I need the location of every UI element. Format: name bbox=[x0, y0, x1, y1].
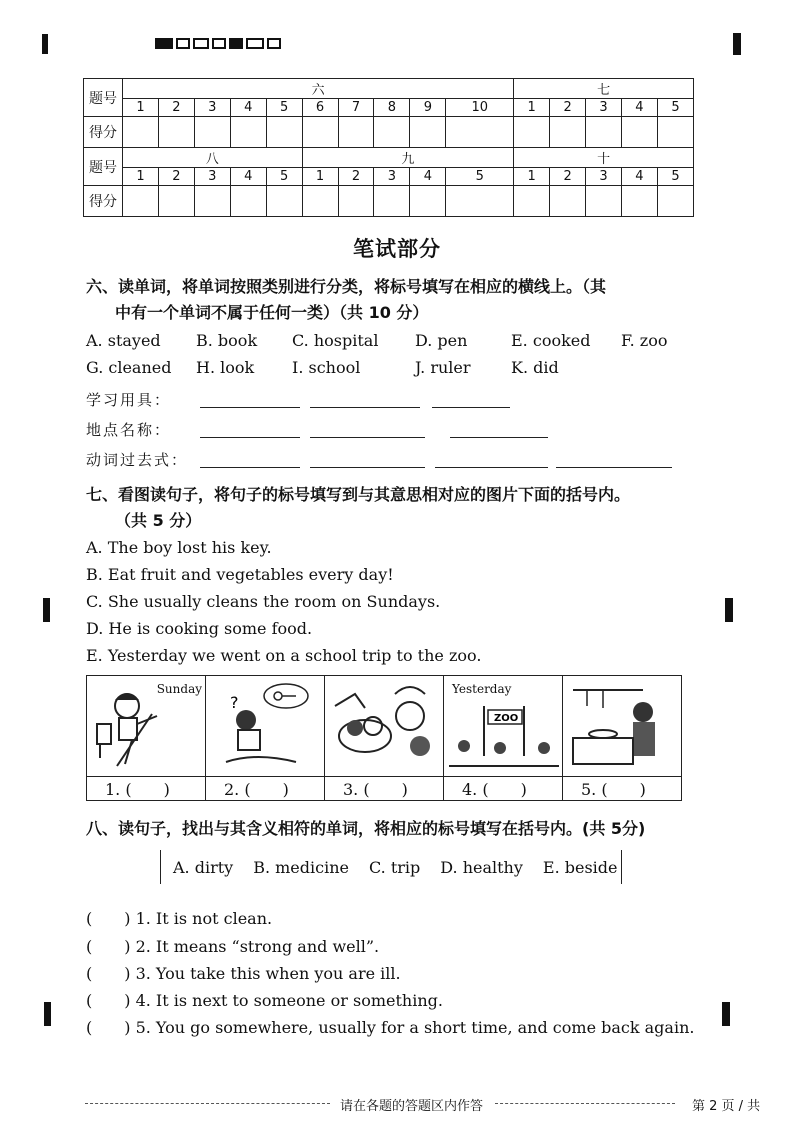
question-number: 5 bbox=[266, 168, 302, 186]
section-header: 八 bbox=[123, 148, 303, 168]
defen-label: 得分 bbox=[84, 117, 123, 148]
q8-title: 八、读句子，找出与其含义相符的单词，将相应的标号填写在括号内。(共 5分) bbox=[86, 819, 646, 838]
q6-line2: 中有一个单词不属于任何一类）（共 10 分） bbox=[115, 303, 429, 322]
question-number: 3 bbox=[194, 99, 230, 117]
score-cell[interactable] bbox=[266, 186, 302, 217]
question-number: 7 bbox=[338, 99, 374, 117]
score-cell[interactable] bbox=[123, 117, 159, 148]
score-cell[interactable] bbox=[302, 117, 338, 148]
svg-text:?: ? bbox=[230, 693, 239, 712]
score-table bbox=[83, 78, 694, 217]
answer-blank[interactable]: 5. ( ) bbox=[563, 776, 681, 803]
answer-line[interactable] bbox=[200, 467, 300, 468]
question-number: 6 bbox=[302, 99, 338, 117]
answer-blank[interactable]: 2. ( ) bbox=[206, 776, 324, 803]
section-header: 六 bbox=[123, 79, 514, 99]
answer-line[interactable] bbox=[450, 437, 548, 438]
score-cell[interactable] bbox=[657, 117, 693, 148]
question-number: 1 bbox=[514, 99, 550, 117]
q8-option: D. healthy bbox=[440, 857, 523, 877]
man-cooking-illustration bbox=[563, 676, 681, 772]
answer-blank[interactable]: 4. ( ) bbox=[444, 776, 562, 803]
q7-sentence: E. Yesterday we went on a school trip to the zoo. bbox=[86, 646, 482, 665]
score-cell[interactable] bbox=[374, 117, 410, 148]
registration-mark bbox=[44, 1002, 51, 1026]
q7-line1: 七、看图读句子，将句子的标号填写到与其意思相对应的图片下面的括号内。 bbox=[86, 485, 631, 504]
q6-option: G. cleaned bbox=[86, 358, 172, 377]
score-cell[interactable] bbox=[230, 186, 266, 217]
question-number: 1 bbox=[123, 99, 159, 117]
score-cell[interactable] bbox=[446, 186, 514, 217]
q8-option: B. medicine bbox=[253, 857, 349, 877]
registration-mark bbox=[722, 1002, 730, 1026]
tihao-label: 题号 bbox=[84, 79, 123, 117]
answer-line[interactable] bbox=[435, 467, 548, 468]
question-number: 1 bbox=[302, 168, 338, 186]
q7-sentence: A. The boy lost his key. bbox=[86, 538, 272, 557]
question-number: 5 bbox=[446, 168, 514, 186]
answer-line[interactable] bbox=[432, 407, 510, 408]
zoo-sign-text: ZOO bbox=[494, 713, 519, 724]
question-number: 9 bbox=[410, 99, 446, 117]
answer-blank[interactable]: 3. ( ) bbox=[325, 776, 443, 803]
category-places: 地点名称： bbox=[86, 421, 172, 439]
q8-option: C. trip bbox=[368, 857, 421, 877]
q8-option: E. beside bbox=[542, 857, 618, 877]
score-cell[interactable] bbox=[338, 117, 374, 148]
score-cell[interactable] bbox=[266, 117, 302, 148]
q6-option: D. pen bbox=[415, 331, 468, 350]
registration-mark bbox=[43, 598, 50, 622]
question-number: 4 bbox=[230, 168, 266, 186]
score-cell[interactable] bbox=[550, 186, 586, 217]
picture-cell bbox=[206, 676, 325, 800]
q6-option: A. stayed bbox=[86, 331, 161, 350]
answer-line[interactable] bbox=[310, 407, 420, 408]
q8-item[interactable]: ( ) 5. You go somewhere, usually for a short time, and come back again. bbox=[86, 1018, 695, 1037]
tihao-label: 题号 bbox=[84, 148, 123, 186]
score-cell[interactable] bbox=[158, 117, 194, 148]
score-cell[interactable] bbox=[657, 186, 693, 217]
section-header: 七 bbox=[514, 79, 694, 99]
footer-note: 请在各题的答题区内作答 bbox=[340, 1099, 484, 1114]
question-number: 4 bbox=[410, 168, 446, 186]
score-cell[interactable] bbox=[123, 186, 159, 217]
q6-line1: 六、读单词，将单词按照类别进行分类，将标号填写在相应的横线上。（其 bbox=[86, 277, 607, 296]
question-number: 2 bbox=[158, 99, 194, 117]
picture-cell bbox=[325, 676, 444, 800]
question-number: 8 bbox=[374, 99, 410, 117]
boy-searching-illustration bbox=[206, 676, 324, 772]
q8-option: A. dirty bbox=[173, 857, 234, 877]
score-cell[interactable] bbox=[194, 186, 230, 217]
question-number: 4 bbox=[230, 99, 266, 117]
q7-sentence: D. He is cooking some food. bbox=[86, 619, 313, 638]
fruit-vegetables-picture bbox=[325, 676, 443, 776]
section-title: 笔试部分 bbox=[353, 237, 441, 261]
question-number: 5 bbox=[266, 99, 302, 117]
score-cell[interactable] bbox=[410, 186, 446, 217]
question-number: 4 bbox=[621, 168, 657, 186]
zoo-trip-picture bbox=[444, 676, 562, 776]
cooking-picture bbox=[563, 676, 681, 776]
question-number: 3 bbox=[586, 168, 622, 186]
registration-mark bbox=[725, 598, 733, 622]
q7-sentence: C. She usually cleans the room on Sundays. bbox=[86, 592, 441, 611]
q6-option: H. look bbox=[196, 358, 255, 377]
q7-sentence: B. Eat fruit and vegetables every day! bbox=[86, 565, 394, 584]
question-number: 3 bbox=[586, 99, 622, 117]
question-number: 3 bbox=[374, 168, 410, 186]
answer-line[interactable] bbox=[310, 437, 425, 438]
picture-cell bbox=[444, 676, 563, 800]
q6-option: K. did bbox=[511, 358, 559, 377]
q8-item[interactable]: ( ) 1. It is not clean. bbox=[86, 909, 273, 928]
page-number: 第 2 页 / 共 bbox=[692, 1099, 761, 1114]
score-cell[interactable] bbox=[621, 117, 657, 148]
score-cell[interactable] bbox=[338, 186, 374, 217]
sunday-label: Sunday bbox=[156, 682, 202, 696]
picture-cell bbox=[87, 676, 206, 800]
q6-option: J. ruler bbox=[415, 358, 471, 377]
score-cell[interactable] bbox=[230, 117, 266, 148]
q6-option: E. cooked bbox=[511, 331, 591, 350]
fruit-vegetables-illustration bbox=[325, 676, 443, 772]
registration-mark bbox=[733, 33, 741, 55]
footer-divider bbox=[85, 1103, 330, 1104]
category-past-verbs: 动词过去式： bbox=[86, 451, 189, 469]
score-cell[interactable] bbox=[446, 117, 514, 148]
question-number: 10 bbox=[446, 99, 514, 117]
question-number: 5 bbox=[657, 99, 693, 117]
score-cell[interactable] bbox=[586, 186, 622, 217]
q6-option: B. book bbox=[196, 331, 258, 350]
header-barcode bbox=[155, 38, 300, 49]
lost-key-picture bbox=[206, 676, 324, 776]
registration-mark bbox=[42, 34, 48, 54]
category-stationery: 学习用具： bbox=[86, 391, 172, 409]
picture-cell bbox=[563, 676, 681, 800]
answer-line[interactable] bbox=[310, 467, 425, 468]
question-number: 1 bbox=[514, 168, 550, 186]
defen-label: 得分 bbox=[84, 186, 123, 217]
yesterday-label: Yesterday bbox=[452, 682, 512, 696]
question-number: 4 bbox=[621, 99, 657, 117]
q6-option: I. school bbox=[292, 358, 361, 377]
score-cell[interactable] bbox=[514, 186, 550, 217]
question-number: 1 bbox=[123, 168, 159, 186]
question-number: 2 bbox=[158, 168, 194, 186]
answer-blank[interactable]: 1. ( ) bbox=[87, 776, 205, 803]
score-cell[interactable] bbox=[374, 186, 410, 217]
question-number: 2 bbox=[338, 168, 374, 186]
q6-option: F. zoo bbox=[621, 331, 668, 350]
section-header: 十 bbox=[514, 148, 694, 168]
question-number: 5 bbox=[657, 168, 693, 186]
q8-item[interactable]: ( ) 3. You take this when you are ill. bbox=[86, 964, 401, 983]
score-cell[interactable] bbox=[621, 186, 657, 217]
question-number: 2 bbox=[550, 99, 586, 117]
score-cell[interactable] bbox=[194, 117, 230, 148]
score-cell[interactable] bbox=[302, 186, 338, 217]
score-cell[interactable] bbox=[514, 117, 550, 148]
q8-item[interactable]: ( ) 4. It is next to someone or something. bbox=[86, 991, 443, 1010]
q8-item[interactable]: ( ) 2. It means “strong and well”. bbox=[86, 937, 380, 956]
score-cell[interactable] bbox=[158, 186, 194, 217]
picture-row bbox=[86, 675, 682, 801]
question-number: 3 bbox=[194, 168, 230, 186]
answer-line[interactable] bbox=[200, 437, 300, 438]
answer-line[interactable] bbox=[200, 407, 300, 408]
question-number: 2 bbox=[550, 168, 586, 186]
q6-option: C. hospital bbox=[292, 331, 379, 350]
score-cell[interactable] bbox=[410, 117, 446, 148]
score-cell[interactable] bbox=[550, 117, 586, 148]
score-cell[interactable] bbox=[586, 117, 622, 148]
section-header: 九 bbox=[302, 148, 514, 168]
q8-word-box bbox=[160, 850, 622, 884]
cleaning-picture bbox=[87, 676, 205, 776]
q7-line2: （共 5 分） bbox=[115, 511, 202, 530]
answer-line[interactable] bbox=[556, 467, 672, 468]
